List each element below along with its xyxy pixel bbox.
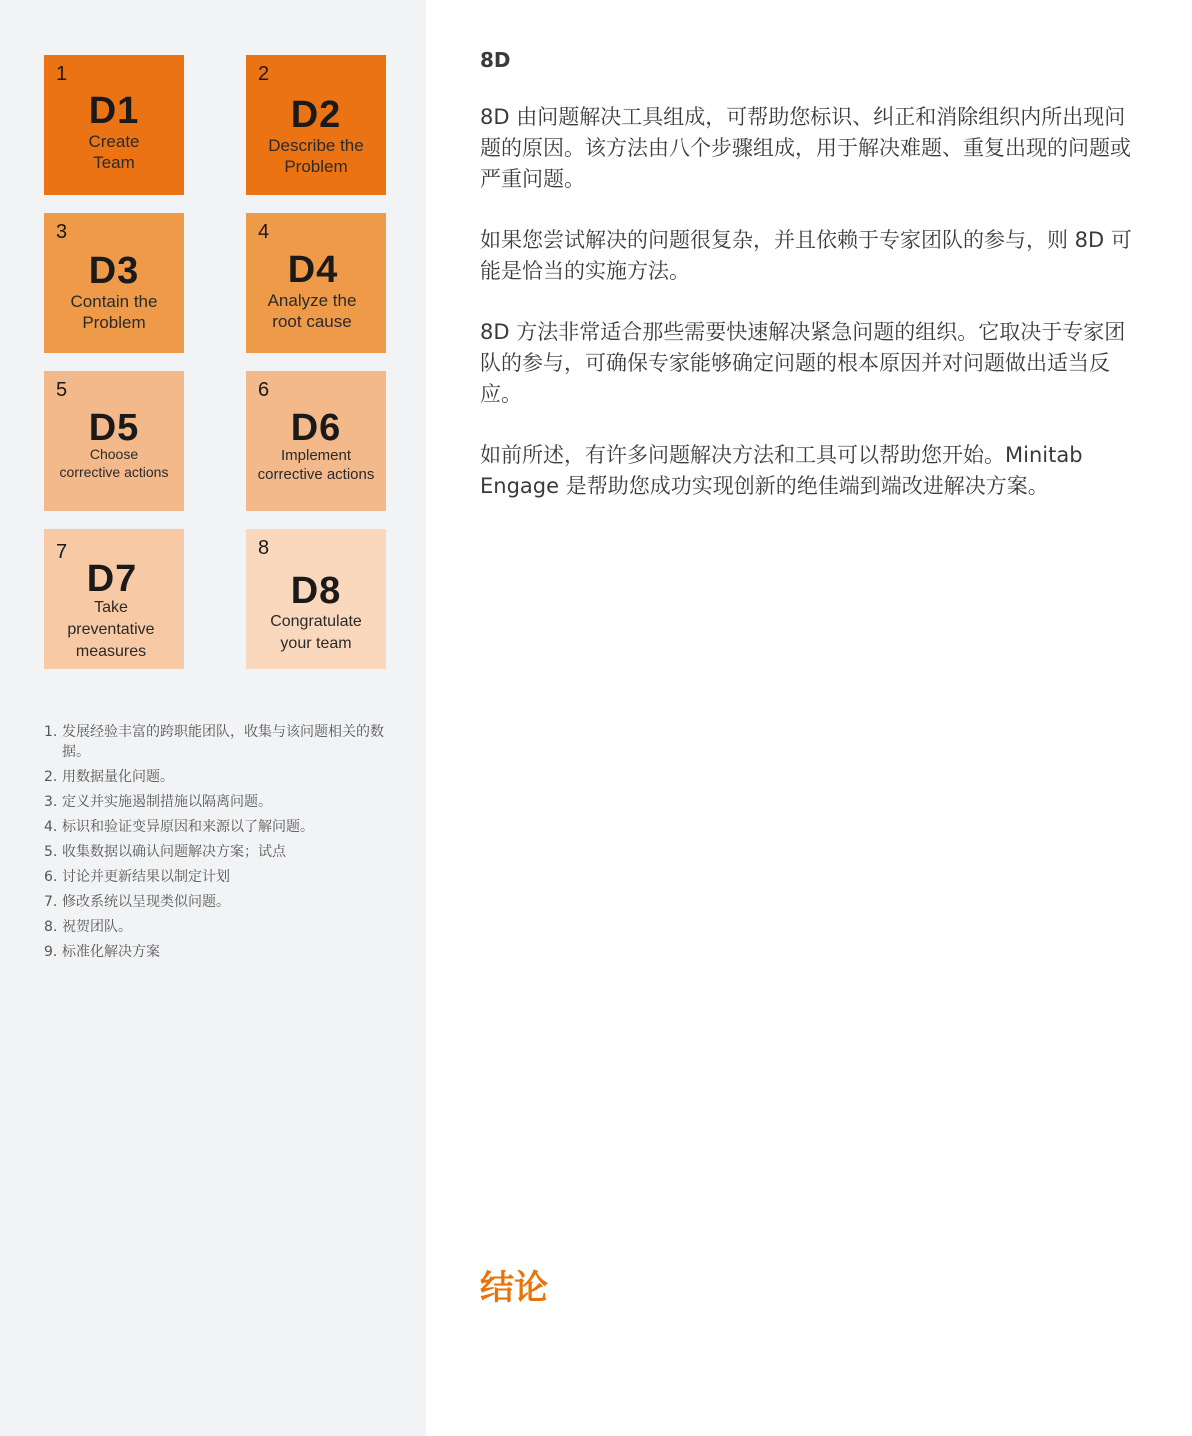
tile-label-line: Congratulate — [270, 613, 362, 630]
tile-label-line: corrective actions — [257, 465, 375, 483]
tile-d5 — [44, 371, 184, 511]
steps-list — [44, 722, 384, 967]
tile-label — [46, 291, 182, 334]
tile-label — [46, 446, 182, 481]
tile-code: D2 — [290, 94, 342, 136]
list-item — [44, 892, 384, 912]
left-panel — [0, 0, 426, 1436]
list-item-number: 9. — [44, 944, 58, 960]
tile-code: D6 — [290, 407, 342, 449]
tile-number: 8 — [258, 537, 270, 559]
tile-d1 — [44, 55, 184, 195]
tile-code: D3 — [88, 250, 140, 292]
tile-d8 — [246, 529, 386, 669]
paragraph: 如果您尝试解决的问题很复杂，并且依赖于专家团队的参与，则 8D 可能是恰当的实施方法。 — [480, 228, 1132, 283]
tile-code: D1 — [88, 90, 140, 132]
list-item-text: 讨论并更新结果以制定计划 — [62, 869, 230, 885]
conclusion-heading: 结论 — [480, 1268, 548, 1308]
tile-label-line: Contain the — [70, 292, 158, 311]
list-item-text: 标准化解决方案 — [62, 944, 160, 960]
list-item-text: 用数据量化问题。 — [62, 769, 174, 785]
tile-label — [248, 611, 384, 655]
tile-label — [46, 131, 182, 174]
list-item-text: 祝贺团队。 — [62, 919, 132, 935]
tile-number: 1 — [56, 63, 68, 85]
list-item — [44, 942, 384, 962]
tile-label-line: your team — [280, 635, 352, 652]
tile-label-line: Problem — [82, 313, 146, 333]
tile-d6 — [246, 371, 386, 511]
list-item — [44, 867, 384, 887]
tile-label-line: root cause — [272, 312, 352, 332]
list-item — [44, 767, 384, 787]
list-item-text: 标识和验证变异原因和来源以了解问题。 — [62, 819, 314, 835]
tile-code: D5 — [88, 407, 140, 449]
tile-label — [248, 447, 384, 485]
paragraph: 如前所述，有许多问题解决方法和工具可以帮助您开始。Minitab Engage 是帮助您成功实现创新的绝佳端到端改进解决方案。 — [480, 443, 1083, 498]
tile-label-line: corrective actions — [59, 463, 169, 480]
tile-label-line: Analyze the — [267, 291, 357, 310]
tile-label-line: preventative — [67, 621, 155, 638]
paragraph: 8D 方法非常适合那些需要快速解决紧急问题的组织。它取决于专家团队的参与，可确保专家能够确定问题的根本原因并对问题做出适当反应。 — [480, 320, 1126, 406]
list-item-number: 6. — [44, 869, 58, 885]
tile-label — [240, 290, 384, 333]
list-item-number: 4. — [44, 819, 58, 835]
list-item-number: 2. — [44, 769, 58, 785]
tile-number: 3 — [56, 221, 68, 243]
tile-label-line: Choose — [89, 446, 139, 462]
tile-number: 6 — [258, 379, 270, 401]
list-item — [44, 917, 384, 937]
section-heading: 8D — [480, 48, 511, 72]
tile-label-line: Team — [93, 153, 135, 173]
tile-label — [40, 597, 182, 663]
tile-label-line: Create — [88, 132, 140, 151]
tile-number: 7 — [56, 541, 68, 563]
tile-label-line: Describe the — [268, 136, 364, 155]
list-item-number: 7. — [44, 894, 58, 910]
list-item — [44, 722, 384, 762]
list-item-text: 收集数据以确认问题解决方案；试点 — [62, 844, 286, 860]
tile-label-line: Take — [94, 599, 128, 616]
list-item-number: 3. — [44, 794, 58, 810]
tile-number: 5 — [56, 379, 68, 401]
list-item — [44, 842, 384, 862]
list-item-text: 定义并实施遏制措施以隔离问题。 — [62, 794, 272, 810]
main-content — [480, 48, 1140, 532]
list-item — [44, 792, 384, 812]
tile-d2 — [246, 55, 386, 195]
tile-label — [248, 135, 384, 178]
list-item — [44, 817, 384, 837]
tile-number: 4 — [258, 221, 270, 243]
list-item-text: 发展经验丰富的跨职能团队，收集与该问题相关的数据。 — [62, 724, 384, 760]
tile-label-line: Implement — [280, 447, 352, 464]
tile-code: D4 — [287, 249, 339, 291]
paragraph: 8D 由问题解决工具组成，可帮助您标识、纠正和消除组织内所出现问题的原因。该方法由八个步骤组成，用于解决难题、重复出现的问题或严重问题。 — [480, 105, 1131, 191]
list-item-number: 8. — [44, 919, 58, 935]
tile-d3 — [44, 213, 184, 353]
tile-d4 — [246, 213, 386, 353]
tile-label-line: measures — [75, 643, 147, 660]
list-item-number: 1. — [44, 724, 58, 740]
list-item-number: 5. — [44, 844, 58, 860]
list-item-text: 修改系统以呈现类似问题。 — [62, 894, 230, 910]
tile-code: D8 — [290, 570, 342, 612]
tile-code: D7 — [86, 558, 138, 600]
tile-number: 2 — [258, 63, 270, 85]
tile-d7 — [44, 529, 184, 669]
tile-label-line: Problem — [284, 157, 348, 177]
